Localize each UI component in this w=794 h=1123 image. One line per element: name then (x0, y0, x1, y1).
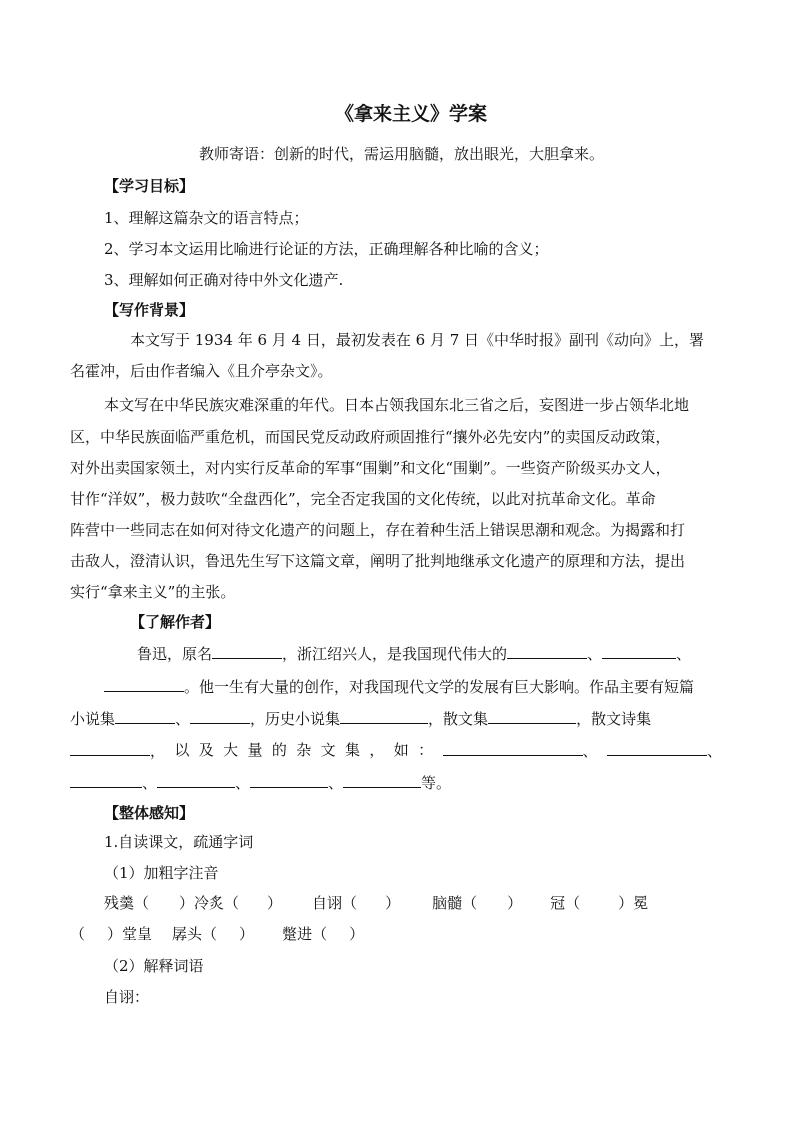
author-text: 大 (223, 741, 239, 759)
author-line (104, 676, 694, 697)
goal-item: 2、学习本文运用比喻进行论证的方法，正确理解各种比喻的含义； (104, 240, 549, 258)
pron-word: ）冕 (618, 894, 649, 912)
fill-blank[interactable] (443, 740, 583, 756)
overall-item: 1.自读课文，疏通字词 (104, 833, 254, 851)
fill-blank[interactable] (104, 676, 184, 692)
author-text: ： (418, 741, 434, 759)
pron-word: 自诩（ (312, 894, 358, 912)
pron-word: ）堂皇 (107, 925, 153, 943)
author-text: 以 (174, 741, 190, 759)
author-text: 、 (175, 710, 191, 728)
background-heading: 【写作背景】 (104, 301, 195, 319)
author-text: 小说集 (70, 710, 116, 728)
fill-blank[interactable] (507, 643, 587, 659)
term-definition: 自诩： (104, 988, 150, 1006)
author-text: 。他一生有大量的创作，对我国现代文学的发展有巨大影响。作品主要有短篇 (184, 678, 695, 696)
author-text: 的 (271, 741, 287, 759)
background-paragraph-line: 阵营中一些同志在如何对待文化遗产的问题上，存在着种生活上错误思潮和观念。为揭露和打 (70, 521, 686, 539)
author-text: 、 (328, 774, 344, 792)
fill-blank[interactable] (602, 643, 676, 659)
fill-blank[interactable] (343, 772, 421, 788)
goal-item: 1、理解这篇杂文的语言特点； (104, 209, 309, 227)
pron-word: ） (267, 894, 283, 912)
background-paragraph-line: 区，中华民族面临严重危机，而国民党反动政府顽固推行“攘外必先安内”的卖国反动政策， (70, 428, 671, 446)
page-title: 《拿来主义》学案 (335, 103, 488, 125)
goal-item: 3、理解如何正确对待中外文化遗产. (104, 271, 344, 289)
author-text: ，散文集 (428, 710, 489, 728)
author-text: 、 (676, 645, 692, 663)
background-paragraph-line: 本文写在中华民族灾难深重的年代。日本占领我国东北三省之后，妄图进一步占领华北地 (104, 396, 690, 414)
author-text: 集 (345, 741, 361, 759)
pron-word: 冠（ (550, 894, 581, 912)
pronunciation-line (70, 924, 364, 944)
author-text: 量 (247, 741, 263, 759)
author-text: 如 (393, 741, 409, 759)
author-text: ， (150, 742, 166, 760)
author-line (137, 643, 691, 664)
author-text: ，历史小说集 (250, 710, 341, 728)
background-paragraph-line: 对外出卖国家领土，对内实行反革命的军事“围剿”和文化“围剿”。一些资产阶级买办文人， (70, 459, 671, 477)
background-paragraph-line: 本文写于 1934 年 6 月 4 日，最初发表在 6 月 7 日《中华时报》副刊《动向》上，署 (130, 331, 705, 349)
fill-blank[interactable] (70, 772, 142, 788)
author-text: 文 (320, 741, 336, 759)
author-text: 等。 (421, 774, 452, 792)
author-text: 、 (235, 774, 251, 792)
author-text: 鲁迅，原名 (137, 645, 213, 663)
author-line (70, 772, 451, 793)
author-text: 、 (706, 742, 722, 760)
author-line (70, 740, 722, 761)
author-heading: 【了解作者】 (130, 613, 221, 631)
fill-blank[interactable] (70, 740, 150, 756)
pron-word: ） (385, 894, 401, 912)
author-text: ， (369, 741, 385, 759)
fill-blank[interactable] (190, 708, 250, 724)
pron-word: （ (70, 925, 86, 943)
author-text: 、 (582, 742, 598, 760)
fill-blank[interactable] (157, 772, 235, 788)
background-paragraph-line: 名霍冲，后由作者编入《且介亭杂文》。 (70, 362, 333, 380)
pron-word: ） (507, 894, 523, 912)
pron-word: ）冷炙（ (179, 894, 240, 912)
pron-word: 孱头（ (172, 925, 218, 943)
goals-heading: 【学习目标】 (104, 177, 195, 195)
author-line (70, 708, 651, 729)
teacher-motto: 教师寄语：创新的时代，需运用脑髓，放出眼光，大胆拿来。 (199, 145, 605, 163)
pron-word: ） (239, 925, 255, 943)
pronunciation-line (104, 893, 648, 913)
fill-blank[interactable] (340, 708, 428, 724)
fill-blank[interactable] (488, 708, 576, 724)
pron-word: 脑髓（ (432, 894, 478, 912)
fill-blank[interactable] (115, 708, 175, 724)
author-text: 、 (587, 645, 603, 663)
author-text: 、 (142, 774, 158, 792)
author-text: ，浙江绍兴人，是我国现代伟大的 (282, 645, 508, 663)
pron-word: 残羹（ (104, 894, 150, 912)
background-paragraph-line: 甘作“洋奴”，极力鼓吹“全盘西化”，完全否定我国的文化传统，以此对抗革命文化。革命 (70, 490, 656, 508)
background-paragraph-line: 击敌人，澄清认识，鲁迅先生写下这篇文章，阐明了批判地继承文化遗产的原理和方法，提出 (70, 552, 686, 570)
overall-subitem: （1）加粗字注音 (104, 864, 219, 882)
pron-word: ） (349, 925, 365, 943)
pron-word: 蹩进（ (282, 925, 328, 943)
fill-blank[interactable] (212, 643, 282, 659)
background-paragraph-line: 实行“拿来主义”的主张。 (70, 583, 236, 601)
overall-subitem: （2）解释词语 (104, 957, 204, 975)
fill-blank[interactable] (607, 740, 707, 756)
overall-heading: 【整体感知】 (104, 804, 195, 822)
author-text: 及 (198, 741, 214, 759)
author-text: 杂 (296, 741, 312, 759)
author-text: ，散文诗集 (576, 710, 652, 728)
fill-blank[interactable] (250, 772, 328, 788)
